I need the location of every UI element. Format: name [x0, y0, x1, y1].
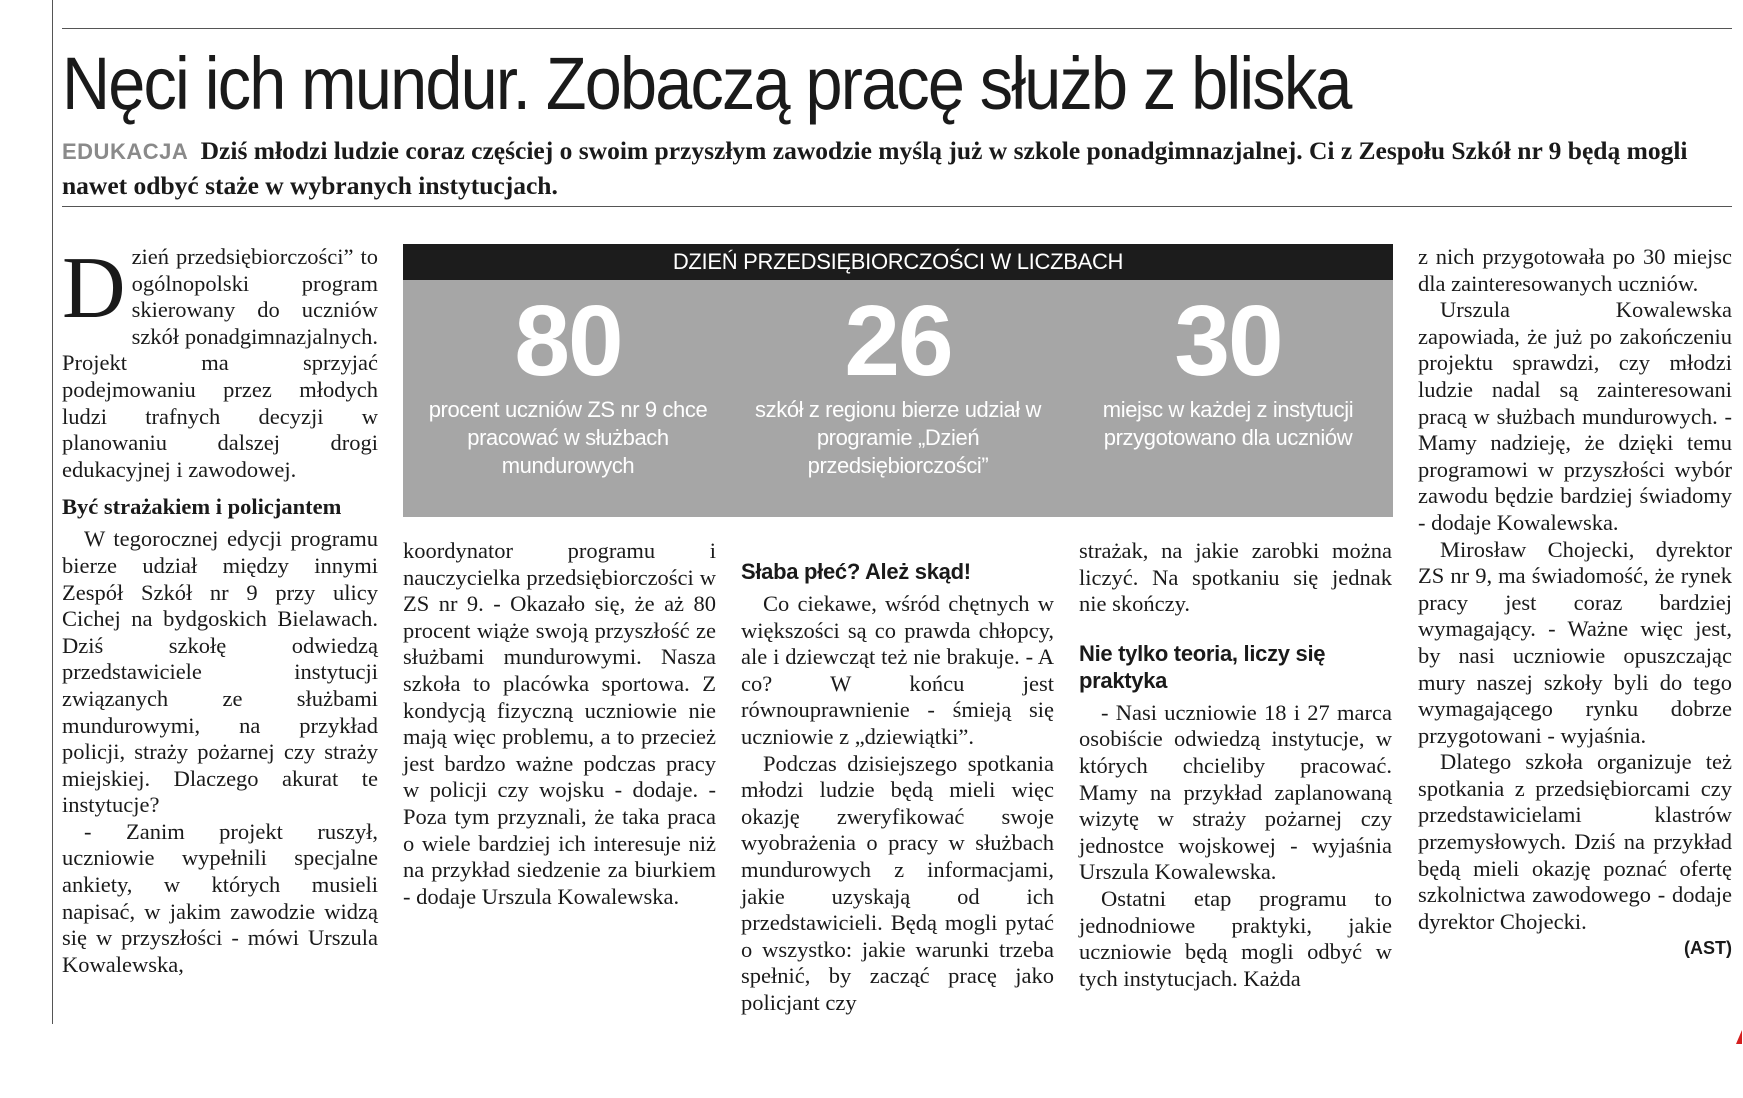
- paragraph: Ostatni etap programu to jednodniowe praktyki, jakie uczniowie będą mogli odbyć w tych instytucjach. Każda: [1079, 885, 1392, 991]
- paragraph: Co ciekawe, wśród chętnych w większości są co prawda chłopcy, ale i dziewcząt też nie brakuje. - A co? W końcu jest równouprawnienie - śmieją się uczniowie z „dziewiątki”.: [741, 591, 1054, 749]
- lead-bottom-rule: [62, 206, 1732, 207]
- paragraph: Dlatego szkoła organizuje też spotkania z przedsiębiorcami czy przedstawicielami klastrów przemysłowych. Dziś na przykład będą mieli okazję poznać ofertę szkolnictwa zawodowego - dodaje dyrektor Chojecki.: [1418, 749, 1732, 934]
- lead-paragraph: [62, 134, 1732, 203]
- infobox-title: DZIEŃ PRZEDSIĘBIORCZOŚCI W LICZBACH: [403, 244, 1393, 280]
- drop-cap: D: [62, 240, 126, 337]
- article-column-3: [741, 558, 1054, 1017]
- page-edge-marker: [1736, 1030, 1742, 1044]
- lead-text: Dziś młodzi ludzie coraz częściej o swoim przyszłym zawodzie myślą już w szkole ponadgimnazjalnej. Ci z Zespołu Szkół nr 9 będą mogli nawet odbyć staże w wybranych instytucjach.: [62, 136, 1688, 200]
- stats-infobox: [403, 244, 1393, 517]
- section-label: EDUKACJA: [62, 139, 189, 164]
- paragraph: Podczas dzisiejszego spotkania młodzi ludzie będą mieli więc okazję zweryfikować swoje wyobrażenia o pracy w służbach mundurowych z informacjami, jakie uzyskają od ich przedstawicieli. Będą mogli pytać o wszystko: jakie warunki trzeba spełnić, by zacząć pracę jako policjant czy: [741, 750, 1054, 1015]
- stat-value: 30: [1174, 285, 1282, 397]
- subheading: Słaba płeć? Ależ skąd!: [741, 559, 971, 584]
- article-column-2: [403, 538, 716, 910]
- top-rule: [62, 28, 1732, 29]
- paragraph: Urszula Kowalewska zapowiada, że już po zakończeniu projektu sprawdzi, czy młodzi ludzie nadal są zainteresowani pracą w służbach mundurowych. - Mamy nadzieję, że dzięki temu programowi w przyszłości wybór zawodu będzie bardziej świadomy - dodaje Kowalewska.: [1418, 297, 1732, 535]
- article-column-5: [1418, 244, 1732, 962]
- headline: Nęci ich mundur. Zobaczą pracę służb z bliska: [62, 42, 1351, 125]
- stat-value: 80: [514, 285, 622, 397]
- stat-caption: miejsc w każdej z instytucji przygotowano dla uczniów: [1102, 397, 1354, 450]
- paragraph: W tegorocznej edycji programu bierze udział między innymi Zespół Szkół nr 9 przy ulicy Cichej na bydgoskich Bielawach. Dziś szkołę odwiedzą przedstawiciele instytucji związanych ze służbami mundurowymi, na przykład policji, straży pożarnej czy straży miejskiej. Dlaczego akurat te instytucje?: [62, 526, 378, 818]
- paragraph: - Nasi uczniowie 18 i 27 marca osobiście odwiedzą instytucje, w których chcieliby pracować. Mamy na przykład zaplanowaną wizytę w straży pożarnej czy jednostce wojskowej - wyjaśnia Urszula Kowalewska.: [1079, 699, 1392, 885]
- stat-caption: szkół z regionu bierze udział w programie „Dzień przedsiębiorczości”: [755, 397, 1041, 478]
- stat-value: 26: [844, 285, 952, 397]
- article-column-1: [62, 240, 378, 978]
- paragraph: koordynator programu i nauczycielka przedsiębiorczości w ZS nr 9. - Okazało się, że aż 80 procent wiąże swoją przyszłość ze służbami mundurowymi. Nasza szkoła to placówka sportowa. Z kondycją fizyczną uczniowie nie mają więc problemu, a to przecież jest bardzo ważne podczas pracy w policji czy wojsku - dodaje. - Poza tym przyznali, że taka praca o wiele bardziej ich interesuje niż na przykład siedzenie za biurkiem - dodaje Urszula Kowalewska.: [403, 538, 716, 909]
- author-credit: (AST): [1684, 938, 1732, 959]
- paragraph: zień przedsiębiorczości” to ogólnopolski program skierowany do uczniów szkół ponadgimnazjalnych. Projekt ma sprzyjać podejmowaniu przez młodych ludzi trafnych decyzji w planowaniu dalszej drogi edukacyjnej i zawodowej.: [62, 244, 378, 482]
- stat-item: [733, 280, 1063, 517]
- subheading: Być strażakiem i policjantem: [62, 494, 342, 520]
- stat-caption: procent uczniów ZS nr 9 chce pracować w służbach mundurowych: [428, 397, 708, 478]
- subheading: Nie tylko teoria, liczy się praktyka: [1079, 640, 1326, 693]
- stat-item: [403, 280, 733, 517]
- left-margin-rule: [52, 0, 53, 1024]
- paragraph: - Zanim projekt ruszył, uczniowie wypełnili specjalne ankiety, w których musieli napisać, w jakim zawodzie widzą się w przyszłości - mówi Urszula Kowalewska,: [62, 818, 378, 977]
- paragraph: z nich przygotowała po 30 miejsc dla zainteresowanych uczniów.: [1418, 244, 1732, 296]
- paragraph: Mirosław Chojecki, dyrektor ZS nr 9, ma świadomość, że rynek pracy jest coraz bardziej wymagający. - Ważne więc jest, by nasi uczniowie opuszczając mury naszej szkoły byli do tego wymagającego rynku dobrze przygotowani - wyjaśnia.: [1418, 536, 1732, 748]
- article-column-4: [1079, 538, 1392, 992]
- stat-item: [1063, 280, 1393, 517]
- paragraph: strażak, na jakie zarobki można liczyć. Na spotkaniu się jednak nie skończy.: [1079, 538, 1392, 617]
